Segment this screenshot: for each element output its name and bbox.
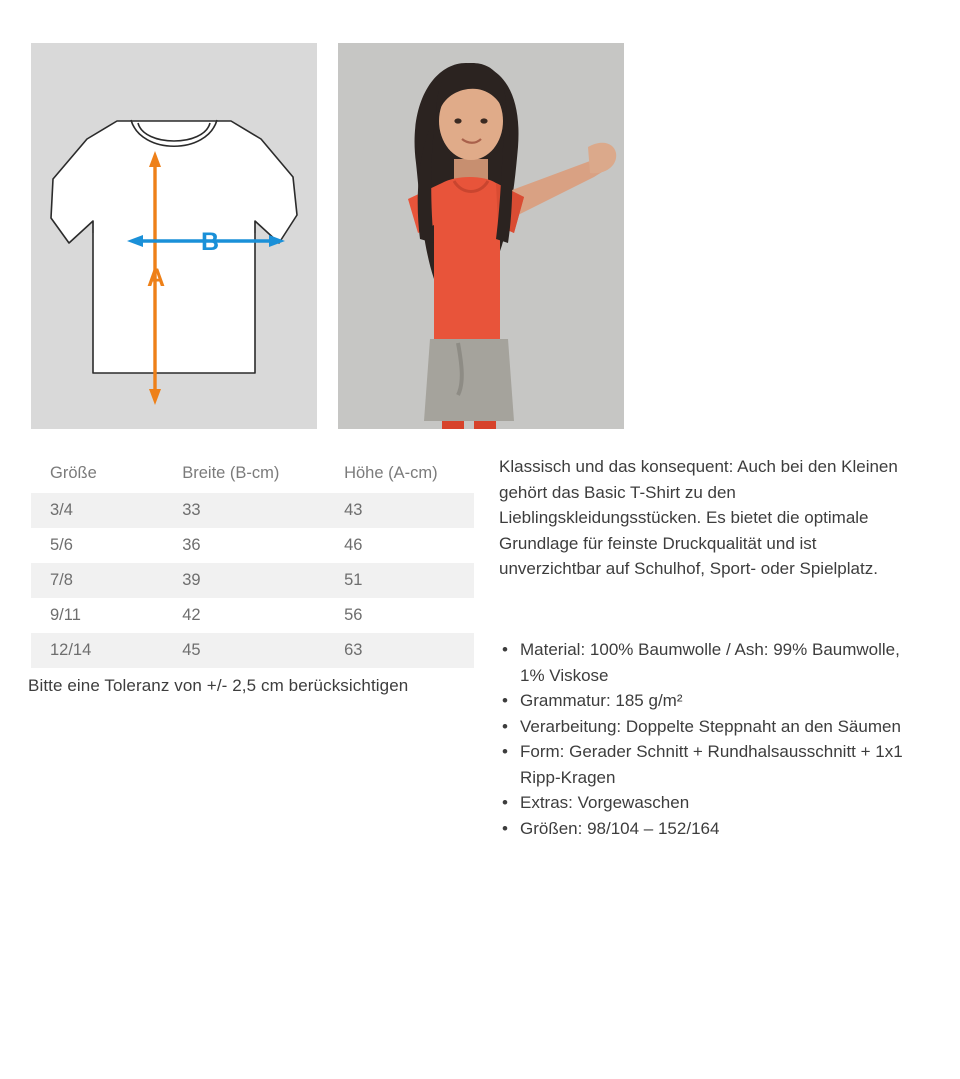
cell-width: 42	[163, 598, 325, 633]
child-model-illustration	[338, 43, 624, 429]
cell-width: 33	[163, 493, 325, 528]
measurement-diagram-panel	[31, 43, 317, 429]
cell-size: 5/6	[31, 528, 163, 563]
table-row	[31, 528, 474, 563]
product-images-row	[31, 43, 624, 429]
model-photo-panel	[338, 43, 624, 429]
column-header-size: Größe	[31, 454, 163, 493]
height-label-a: A	[147, 264, 166, 292]
cell-size: 9/11	[31, 598, 163, 633]
product-specs-list	[499, 637, 929, 841]
tolerance-note: Bitte eine Toleranz von +/- 2,5 cm berücksichtigen	[28, 676, 409, 695]
cell-size: 7/8	[31, 563, 163, 598]
size-table	[31, 454, 474, 668]
table-row	[31, 633, 474, 668]
list-item: • Material: 100% Baumwolle / Ash: 99% Baumwolle, 1% Viskose	[499, 637, 929, 688]
cell-width: 39	[163, 563, 325, 598]
table-header-row	[31, 454, 474, 493]
table-row	[31, 563, 474, 598]
cell-height: 63	[325, 633, 474, 668]
width-label-b: B	[201, 228, 220, 256]
cell-size: 12/14	[31, 633, 163, 668]
list-item: • Extras: Vorgewaschen	[499, 790, 929, 816]
column-header-height: Höhe (A-cm)	[325, 454, 474, 493]
cell-width: 45	[163, 633, 325, 668]
list-item: • Form: Gerader Schnitt + Rundhalsausschnitt + 1x1 Ripp-Kragen	[499, 739, 929, 790]
product-description: Klassisch und das konsequent: Auch bei den Kleinen gehört das Basic T-Shirt zu den Lieblingskleidungsstücken. Es bietet die optimale Grundlage für feinste Druckqualität und ist unverzichtbar auf Schulhof, Sport- oder Spielplatz.	[499, 457, 898, 578]
cell-height: 46	[325, 528, 474, 563]
cell-size: 3/4	[31, 493, 163, 528]
list-item: • Grammatur: 185 g/m²	[499, 688, 929, 714]
cell-height: 56	[325, 598, 474, 633]
list-item: • Verarbeitung: Doppelte Steppnaht an den Säumen	[499, 714, 929, 740]
size-table-head	[31, 454, 474, 493]
table-row	[31, 598, 474, 633]
column-header-width: Breite (B-cm)	[163, 454, 325, 493]
table-row	[31, 493, 474, 528]
cell-height: 43	[325, 493, 474, 528]
cell-width: 36	[163, 528, 325, 563]
cell-height: 51	[325, 563, 474, 598]
size-table-body	[31, 493, 474, 668]
list-item: • Größen: 98/104 – 152/164	[499, 816, 929, 842]
tshirt-outline-icon	[31, 43, 317, 429]
